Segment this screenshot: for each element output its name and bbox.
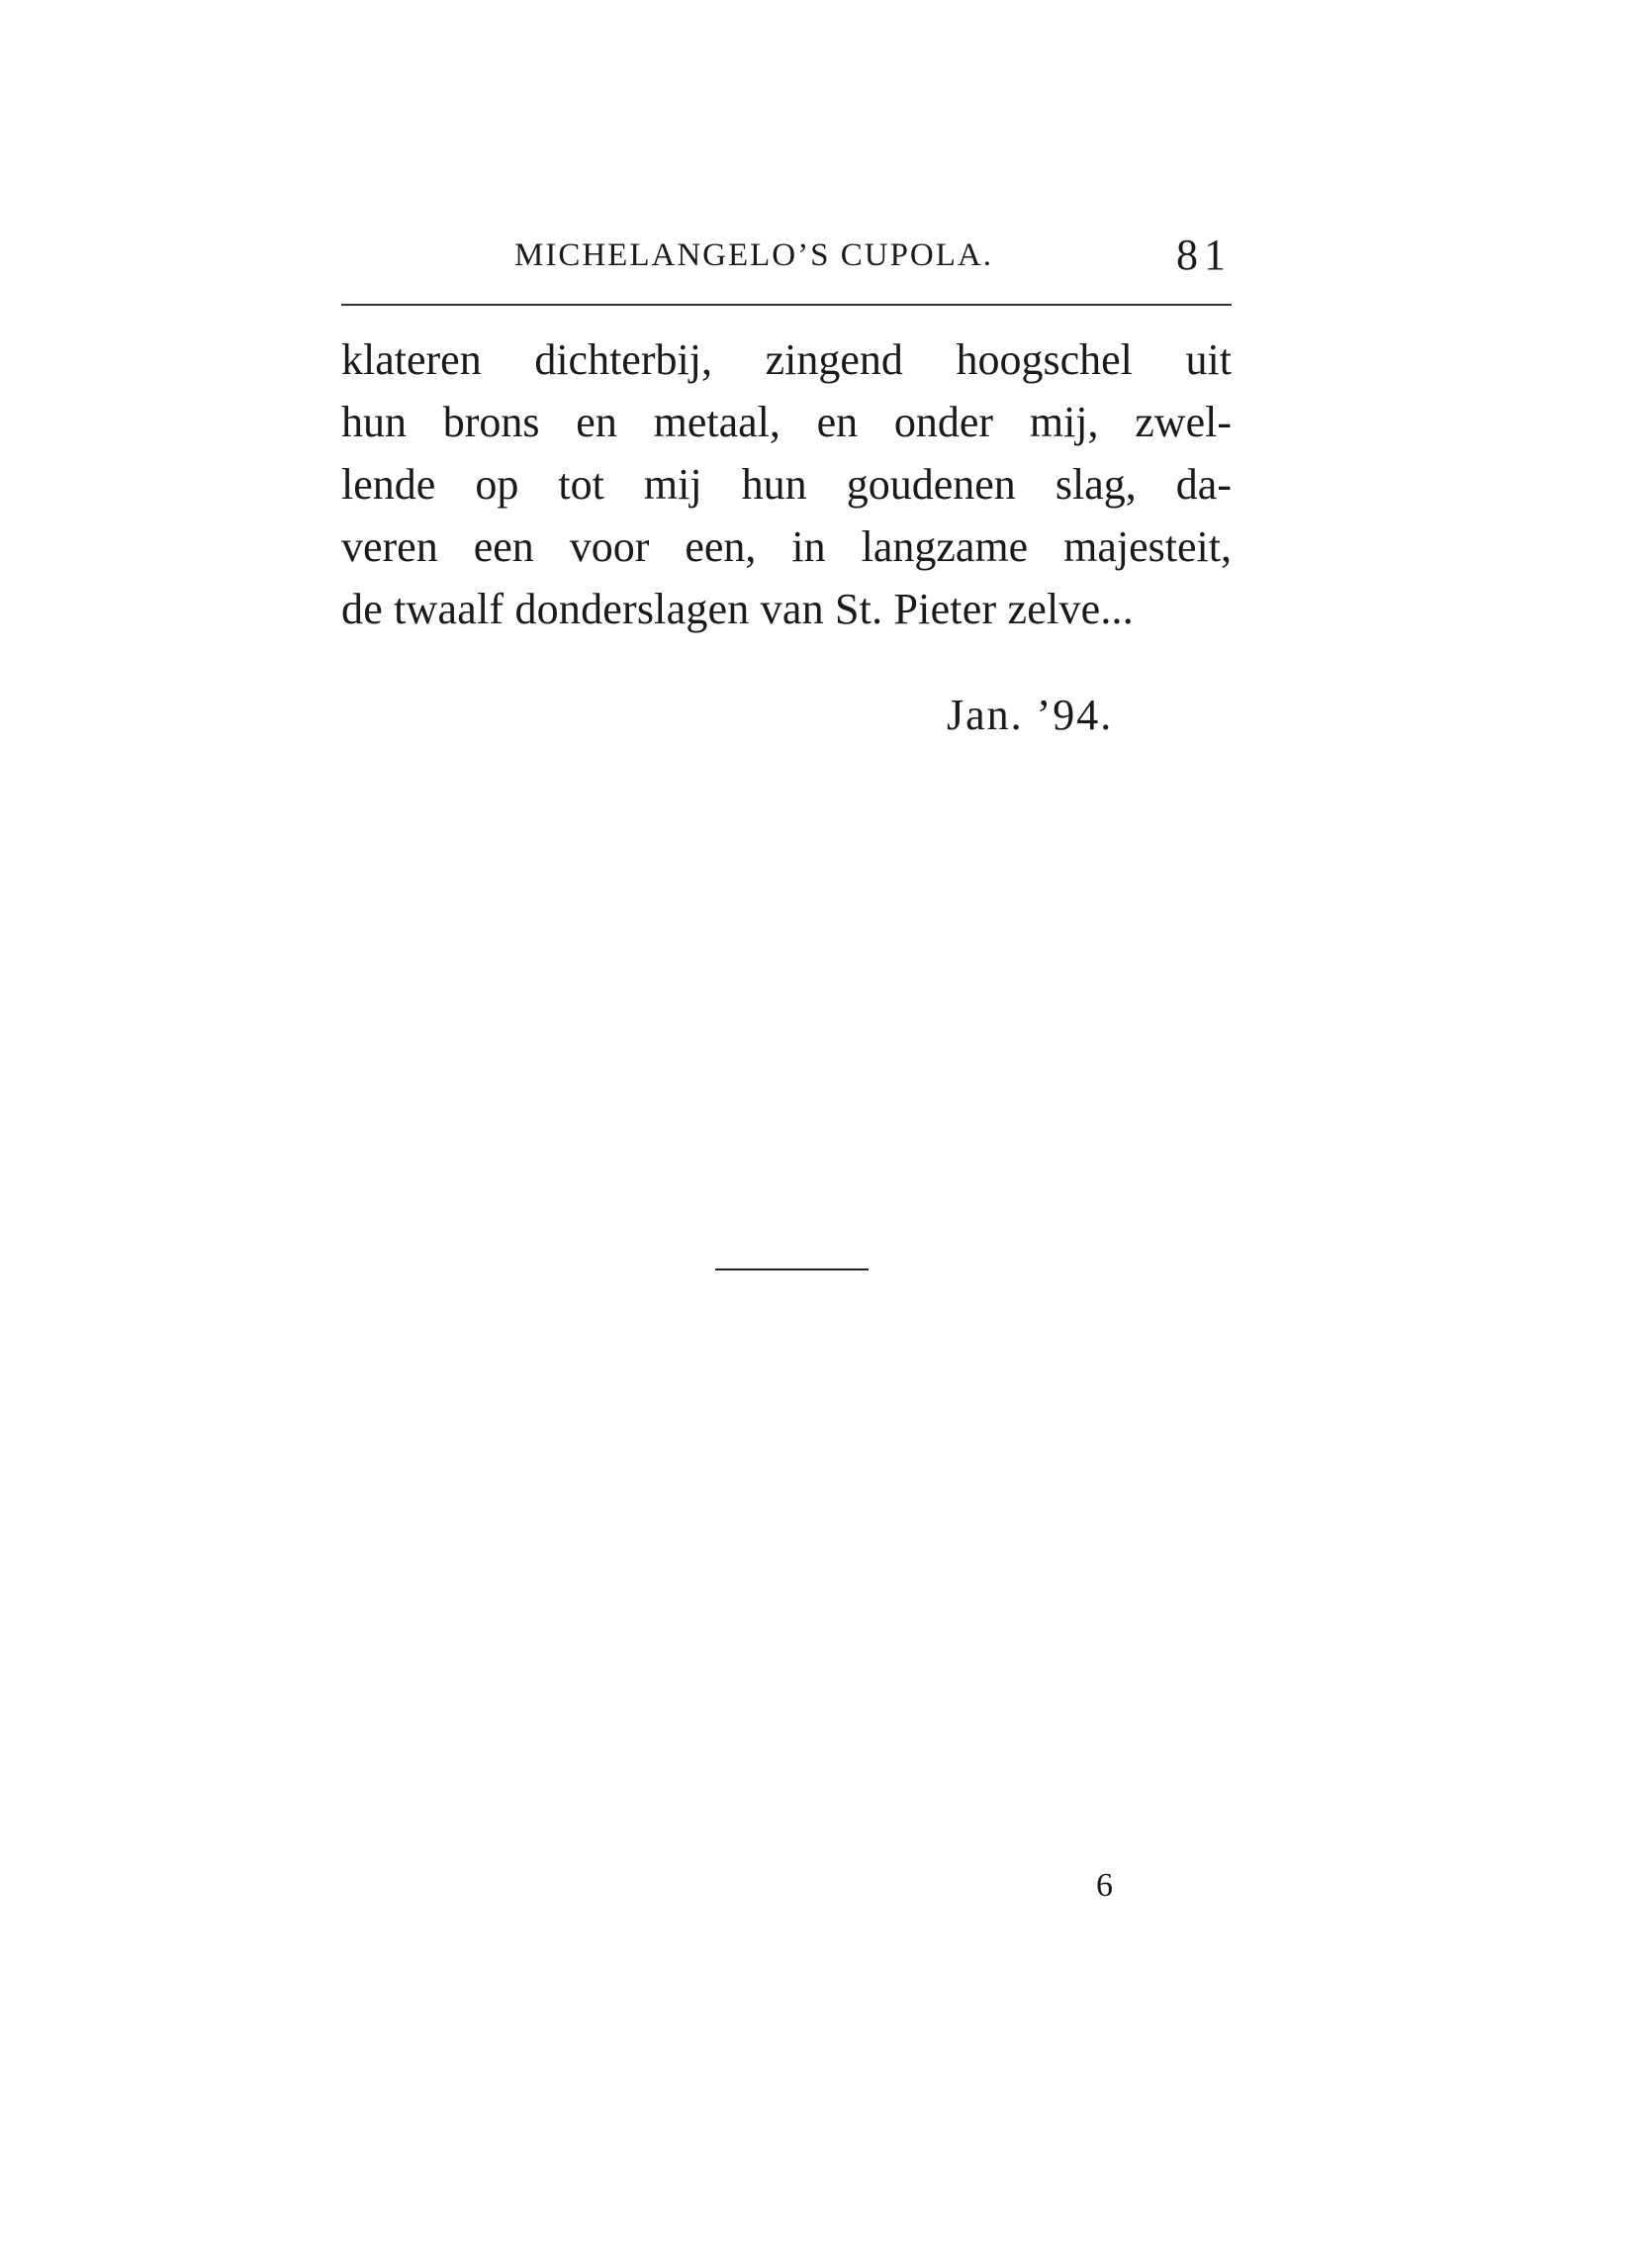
text-line: de twaalf donderslagen van St. Pieter zelve...	[341, 585, 1134, 633]
signature-mark: 6	[1096, 1867, 1113, 1904]
text-line: veren een voor een, in langzame majesteit,	[341, 522, 1232, 571]
running-title: MICHELANGELO’S CUPOLA.	[514, 237, 993, 273]
running-head	[341, 230, 1232, 289]
header-rule	[341, 304, 1232, 306]
text-line: klateren dichterbij, zingend hoogschel uit	[341, 335, 1232, 384]
page-number: 81	[1176, 231, 1232, 279]
text-line: lende op tot mij hun goudenen slag, da-	[341, 460, 1232, 509]
dateline: Jan. ’94.	[947, 691, 1114, 739]
section-end-rule	[715, 1268, 869, 1270]
body-text	[341, 329, 1232, 640]
text-line: hun brons en metaal, en onder mij, zwel-	[341, 398, 1232, 446]
